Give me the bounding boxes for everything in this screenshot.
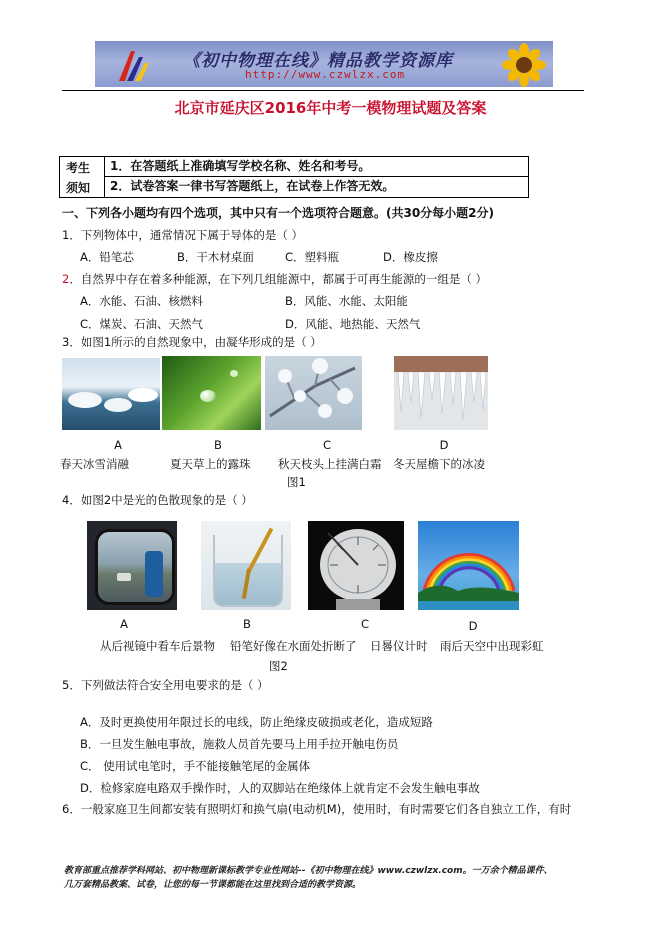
figure2-photo-c-sundial — [308, 521, 404, 610]
figure1-photo-b-dew-on-grass — [162, 356, 261, 430]
sunflower-icon — [499, 43, 549, 87]
figure2-photo-a-rear-mirror — [87, 521, 177, 610]
document-title: 北京市延庆区2016年中考一模物理试题及答案 — [174, 99, 487, 117]
figure2-letter-b: B — [243, 617, 251, 631]
figure1-letter-c: C — [322, 438, 332, 452]
notice-rule: 1．在答题纸上准确填写学校名称、姓名和考号。 — [104, 157, 528, 177]
frost-branch-icon — [265, 356, 362, 430]
notice-label-line2: 须知 — [66, 181, 91, 195]
question-2-stem — [62, 271, 487, 287]
q5-option-c: C． 使用试电笔时，手不能接触笔尾的金属体 — [80, 759, 311, 773]
q2-option-a: A．水能、石油、核燃料 — [80, 294, 203, 308]
figure2-caption-d: 雨后天空中出现彩虹 — [440, 639, 544, 653]
q1-option-c: C．塑料瓶 — [285, 250, 340, 264]
question-4-stem: 4．如图2中是光的色散现象的是（ ） — [62, 493, 253, 507]
figure2-label: 图2 — [269, 659, 288, 673]
page-footer — [64, 864, 604, 892]
figure1-letter-d: D — [439, 438, 449, 452]
figure2-photo-b-pencil-in-water — [201, 521, 291, 610]
question-6-stem: 6．一般家庭卫生间都安装有照明灯和换气扇(电动机M)，使用时，有时需要它们各自独立工作，有时 — [62, 802, 572, 816]
banner-title: 《初中物理在线》精品教学资源库 — [183, 51, 453, 71]
q2-number: 2 — [62, 272, 70, 286]
sundial-icon — [308, 521, 404, 610]
question-3-stem: 3．如图1所示的自然现象中，由凝华形成的是（ ） — [62, 335, 322, 349]
question-5-stem: 5．下列做法符合安全用电要求的是（ ） — [62, 678, 269, 692]
rainbow-icon — [418, 521, 519, 610]
q5-option-a: A．及时更换使用年限过长的电线，防止绝缘皮破损或老化，造成短路 — [80, 715, 433, 729]
figure1-caption-a: 春天冰雪消融 — [60, 457, 129, 471]
q1-option-b: B．干木材桌面 — [177, 250, 254, 264]
section-heading: 一、下列各小题均有四个选项，其中只有一个选项符合题意。(共30分每小题2分) — [62, 206, 495, 220]
figure1-photo-d-icicles — [394, 356, 488, 430]
candidate-notice-box — [59, 156, 529, 198]
footer-line2: 几万套精品教案、试卷，让您的每一节课都能在这里找到合适的教学资源。 — [64, 880, 362, 890]
figure2-letter-d: D — [468, 619, 478, 633]
notice-label-line1: 考生 — [66, 161, 91, 175]
figure1-letter-b: B — [214, 438, 222, 452]
figure1-caption-b: 夏天草上的露珠 — [170, 457, 251, 471]
figure1-caption-d: 冬天屋檐下的冰凌 — [393, 457, 485, 471]
q2-option-c: C．煤炭、石油、天然气 — [80, 317, 204, 331]
q1-option-d: D．橡皮擦 — [383, 250, 438, 264]
notice-rules — [104, 157, 528, 197]
figure1-photo-c-frost-on-branch — [265, 356, 362, 430]
icicles-icon — [394, 372, 488, 430]
header-banner — [95, 41, 553, 87]
figure1-photo-a-melting-snow — [62, 358, 160, 430]
banner-url[interactable]: http://www.czwlzx.com — [245, 68, 406, 81]
notice-label — [60, 157, 105, 197]
figure1-caption-c: 秋天枝头上挂满白霜 — [278, 457, 382, 471]
q5-option-d: D．检修家庭电路双手操作时，人的双脚站在绝缘体上就肯定不会发生触电事故 — [80, 781, 480, 795]
header-rule — [62, 90, 584, 91]
q2-stem-text: ．自然界中存在着多种能源，在下列几组能源中，都属于可再生能源的一组是（ ） — [69, 272, 487, 286]
figure2-letter-a: A — [120, 617, 128, 631]
figure2-letter-c: C — [360, 617, 370, 631]
q5-option-b: B．一旦发生触电事故，施救人员首先要马上用手拉开触电伤员 — [80, 737, 399, 751]
q1-option-a: A．铅笔芯 — [80, 250, 134, 264]
footer-line1: 教育部重点推荐学科网站、初中物理新课标教学专业性网站--《初中物理在线》www.czwlzx.com。一万余个精品课件、 — [64, 866, 553, 876]
q2-option-b: B．风能、水能、太阳能 — [285, 294, 408, 308]
question-1-stem: 1．下列物体中，通常情况下属于导体的是（ ） — [62, 228, 303, 242]
figure2-caption-b: 铅笔好像在水面处折断了 — [230, 639, 357, 653]
figure2-caption-a: 从后视镜中看车后景物 — [100, 639, 215, 653]
figure2-photo-d-rainbow — [418, 521, 519, 610]
site-logo-icon — [113, 47, 153, 83]
figure2-caption-c: 日晷仪计时 — [370, 639, 428, 653]
figure1-letter-a: A — [114, 438, 122, 452]
notice-rule: 2．试卷答案一律书写答题纸上，在试卷上作答无效。 — [110, 179, 395, 193]
figure1-label: 图1 — [287, 475, 306, 489]
q2-option-d: D．风能、地热能、天然气 — [285, 317, 421, 331]
